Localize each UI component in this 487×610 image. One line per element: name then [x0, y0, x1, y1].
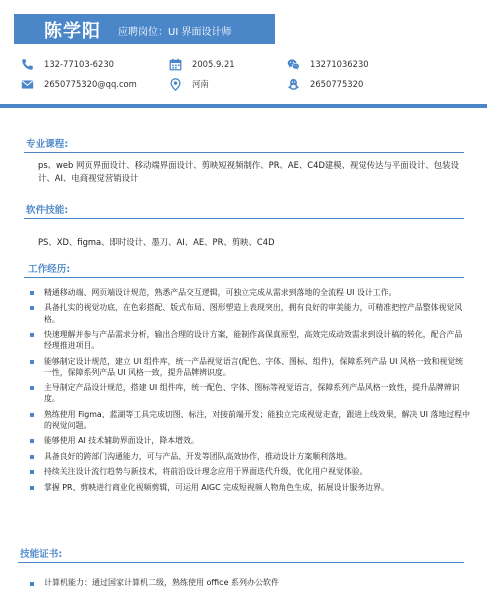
software-skills-divider — [24, 218, 464, 219]
work-experience-title: 工作经历: — [28, 264, 71, 275]
list-item: 掌握 PR、剪映进行商业化视频剪辑，可运用 AIGC 完成短视频人物角色生成，拓展设计服务边界。 — [30, 482, 470, 493]
contact-birth-date — [168, 55, 235, 73]
qq-number: 2650775320 — [310, 79, 364, 89]
bullet-square-icon — [30, 360, 34, 364]
phone-icon — [20, 57, 34, 71]
list-item: 能够使用 AI 技术辅助界面设计，降本增效。 — [30, 435, 470, 446]
contact-email — [20, 75, 137, 93]
phone-number: 132-77103-6230 — [44, 59, 114, 69]
major-courses-divider — [24, 152, 464, 153]
work-experience-divider — [24, 277, 464, 278]
list-item: 能够制定设计规范，建立 UI 组件库，统一产品视觉语言(配色、字体、图标、组件)，保障系列产品 UI 风格一致和视觉统一性，保障系列产品 UI 风格一致，提升品牌辨识度。 — [30, 356, 470, 378]
major-courses-title: 专业课程: — [26, 139, 69, 150]
certificates-divider — [18, 562, 464, 563]
wechat-icon — [286, 57, 300, 71]
contact-location — [168, 75, 209, 93]
birth-date: 2005.9.21 — [192, 59, 235, 69]
bullet-square-icon — [30, 306, 34, 310]
calendar-icon — [168, 57, 182, 71]
qq-penguin-icon — [286, 77, 300, 91]
list-item: 计算机能力：通过国家计算机二级，熟练使用 office 系列办公软件 — [30, 577, 470, 588]
bullet-square-icon — [30, 470, 34, 474]
contact-phone — [20, 55, 114, 73]
software-skills-title: 软件技能: — [26, 205, 69, 216]
bullet-square-icon — [30, 333, 34, 337]
list-item: 持续关注设计流行趋势与新技术，将前沿设计理念应用于界面迭代升级，优化用户视觉体验。 — [30, 466, 470, 477]
list-item: 主导制定产品设计规范，搭建 UI 组件库，统一配色、字体、图标等视觉语言，保障系列产品风格一致性，提升品牌辨识度。 — [30, 382, 470, 404]
location-pin-icon — [168, 77, 182, 91]
list-item: 精通移动端、网页端设计规范，熟悉产品交互逻辑，可独立完成从需求到落地的全流程 UI 设计工作。 — [30, 287, 470, 298]
header-divider — [0, 104, 487, 108]
bullet-square-icon — [30, 439, 34, 443]
certificates-title: 技能证书: — [20, 549, 63, 560]
list-item: 具备扎实的视觉功底，在色彩搭配、版式布局、图形塑造上表现突出，拥有良好的审美能力，可精准把控产品整体视觉风格。 — [30, 302, 470, 324]
list-item: 熟练使用 Figma、蓝湖等工具完成切图、标注，对接前端开发；能独立完成视觉走查，跟进上线效果，解决 UI 落地过程中的视觉问题。 — [30, 409, 470, 431]
bullet-square-icon — [30, 291, 34, 295]
applied-position: 应聘岗位：UI 界面设计师 — [118, 27, 232, 38]
mail-icon — [20, 77, 34, 91]
major-courses-content: ps、web 网页界面设计、移动端界面设计、剪映短视频制作、PR、AE、C4D建模、视觉传达与平面设计、包装设计、AI、电商视觉营销设计 — [38, 160, 459, 183]
contact-wechat — [286, 55, 369, 73]
list-item: 快速理解并参与产品需求分析，输出合理的设计方案，能制作高保真原型，高效完成动效需求到设计稿的转化，配合产品经理推进项目。 — [30, 329, 470, 351]
bullet-square-icon — [30, 455, 34, 459]
contact-qq — [286, 75, 363, 93]
software-skills-content: PS、XD、figma、即时设计、墨刀、AI、AE、PR、剪映、C4D — [38, 237, 275, 247]
list-item: 具备良好的跨部门沟通能力，可与产品、开发等团队高效协作，推动设计方案顺利落地。 — [30, 451, 470, 462]
candidate-name: 陈学阳 — [44, 21, 101, 42]
email-address: 2650775320@qq.com — [44, 79, 137, 89]
bullet-square-icon — [30, 386, 34, 390]
bullet-square-icon — [30, 582, 34, 586]
wechat-number: 13271036230 — [310, 59, 369, 69]
bullet-square-icon — [30, 413, 34, 417]
location: 河南 — [192, 79, 209, 89]
work-experience-list — [30, 287, 470, 497]
bullet-square-icon — [30, 486, 34, 490]
